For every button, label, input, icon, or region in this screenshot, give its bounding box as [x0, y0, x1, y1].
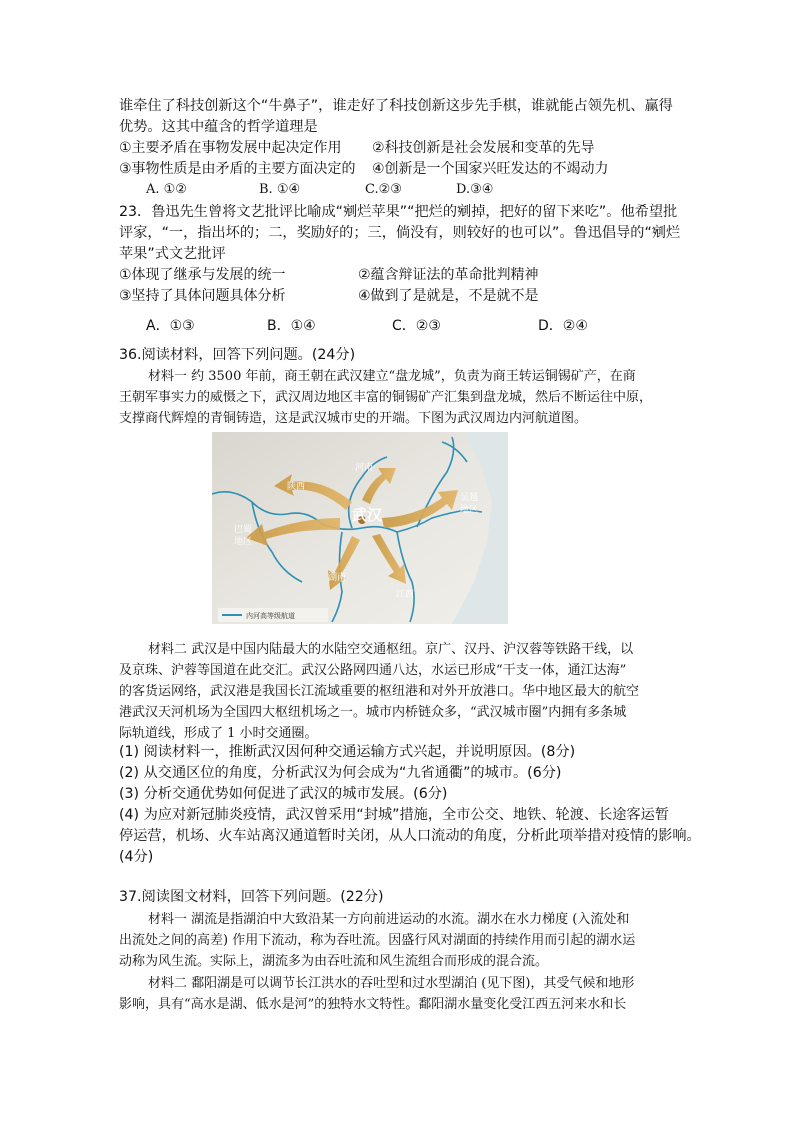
q22-stem-line1: 谁牵住了科技创新这个“牛鼻子”，谁走好了科技创新这步先手棋，谁就能占领先机、赢得 [119, 98, 673, 114]
wuhan-waterway-map [212, 432, 508, 624]
q36-part2: (2) 从交通区位的角度，分析武汉为何会成为“九省通衢”的城市。(6分) [119, 765, 562, 781]
q23-statement-4: ④做到了是就是，不是就不是 [358, 288, 539, 304]
map-label-wuhan: 武汉 [352, 506, 383, 524]
q22-option-d: D.③④ [456, 182, 494, 197]
q22-statement-2: ②科技创新是社会发展和变革的先导 [372, 140, 595, 156]
q37-header: 37.阅读图文材料，回答下列问题。(22分) [119, 889, 384, 905]
map-label-shaanxi: 陕西 [287, 482, 306, 492]
q22-stem-line2: 优势。这其中蕴含的哲学道理是 [119, 119, 318, 135]
q36-part1: (1) 阅读材料一，推断武汉因何种交通运输方式兴起，并说明原因。(8分) [119, 744, 576, 760]
q22-option-c: C.②③ [365, 182, 402, 197]
q23-option-d: D．②④ [538, 318, 588, 334]
map-label-jiangxi: 江西 [396, 590, 415, 600]
q22-statement-1: ①主要矛盾在事物发展中起决定作用 [119, 140, 342, 156]
q23-option-a: A．①③ [146, 318, 195, 334]
map-label-bashu-1: 巴蜀 [234, 525, 253, 535]
q23-stem-line1: 23．鲁迅先生曾将文艺批评比喻成“剜烂苹果”“把烂的剜掉，把好的留下来吃”。他希望批 [119, 204, 678, 220]
q36-material1-line3: 支撑商代辉煌的青铜铸造，这是武汉城市史的开端。下图为武汉周边内河航道图。 [119, 411, 588, 426]
q36-material2-line2: 及京珠、沪蓉等国道在此交汇。武汉公路网四通八达，水运已形成“干支一体，通江达海” [119, 663, 627, 678]
q37-material2-line1: 材料二 鄱阳湖是可以调节长江洪水的吞吐型和过水型湖泊 (见下图)，其受气候和地形 [148, 976, 635, 991]
map-label-hunan: 湖南 [328, 573, 347, 583]
q23-statement-2: ②蕴含辩证法的革命批判精神 [358, 267, 539, 283]
q23-stem-line2: 评家，“一，指出坏的；二，奖励好的；三，倘没有，则较好的也可以”。鲁迅倡导的“剜烂 [119, 225, 681, 241]
q36-material2-line5: 际轨道线，形成了 1 小时交通圈。 [119, 726, 318, 741]
q36-material2-line1: 材料二 武汉是中国内陆最大的水陆空交通枢纽。京广、汉丹、沪汉蓉等铁路干线，以 [148, 642, 634, 657]
q36-part3: (3) 分析交通优势如何促进了武汉的城市发展。(6分) [119, 786, 448, 802]
q23-option-b: B．①④ [267, 318, 316, 334]
map-label-wuyue-2: 地区 [460, 505, 479, 515]
q23-statement-1: ①体现了继承与发展的统一 [119, 267, 286, 283]
q36-part4-line2: 停运营，机场、火车站离汉通道暂时关闭，从人口流动的角度，分析此项举措对疫情的影响。 [119, 828, 701, 844]
q22-statement-4: ④创新是一个国家兴旺发达的不竭动力 [372, 161, 609, 177]
q23-statement-3: ③坚持了具体问题具体分析 [119, 288, 286, 304]
map-label-wuyue-1: 吴越 [460, 493, 479, 503]
q36-material1-line1: 材料一 约 3500 年前，商王朝在武汉建立“盘龙城”，负责为商王转运铜锡矿产，在商 [148, 369, 636, 384]
map-label-bashu-2: 地区 [234, 537, 253, 547]
map-label-henan: 河南 [355, 463, 374, 473]
q23-option-c: C．②③ [392, 318, 441, 334]
q36-part4-line1: (4) 为应对新冠肺炎疫情，武汉曾采用“封城”措施，全市公交、地铁、轮渡、长途客运暂 [119, 807, 670, 823]
q36-part4-line3: (4分) [119, 849, 154, 865]
map-legend-label: 内河高等级航道 [246, 612, 295, 620]
q37-material2-line2: 影响，具有“高水是湖、低水是河”的独特水文特性。鄱阳湖水量变化受江西五河来水和长 [119, 997, 627, 1012]
q37-material1-line2: 出流处之间的高差) 作用下流动，称为吞吐流。因盛行风对湖面的持续作用而引起的湖水运 [119, 933, 636, 948]
q22-option-b: B. ①④ [259, 182, 301, 197]
q22-option-a: A. ①② [146, 182, 187, 197]
q37-material1-line3: 动称为风生流。实际上，湖流多为由吞吐流和风生流组合而形成的混合流。 [119, 954, 549, 969]
q36-header: 36.阅读材料，回答下列问题。(24分) [119, 347, 356, 363]
q36-material2-line4: 港武汉天河机场为全国四大枢纽机场之一。城市内桥链众多，“武汉城市圈”内拥有多条城 [119, 705, 627, 720]
q23-stem-line3: 苹果”式文艺批评 [119, 246, 226, 262]
q37-material1-line1: 材料一 湖流是指湖泊中大致沿某一方向前进运动的水流。湖水在水力梯度 (入流处和 [148, 912, 630, 927]
q36-material2-line3: 的客货运网络，武汉港是我国长江流域重要的枢纽港和对外开放港口。华中地区最大的航空 [119, 684, 640, 699]
q36-material1-line2: 王朝军事实力的威慑之下，武汉周边地区丰富的铜锡矿产汇集到盘龙城，然后不断运往中原， [119, 390, 653, 405]
q22-statement-3: ③事物性质是由矛盾的主要方面决定的 [119, 161, 356, 177]
